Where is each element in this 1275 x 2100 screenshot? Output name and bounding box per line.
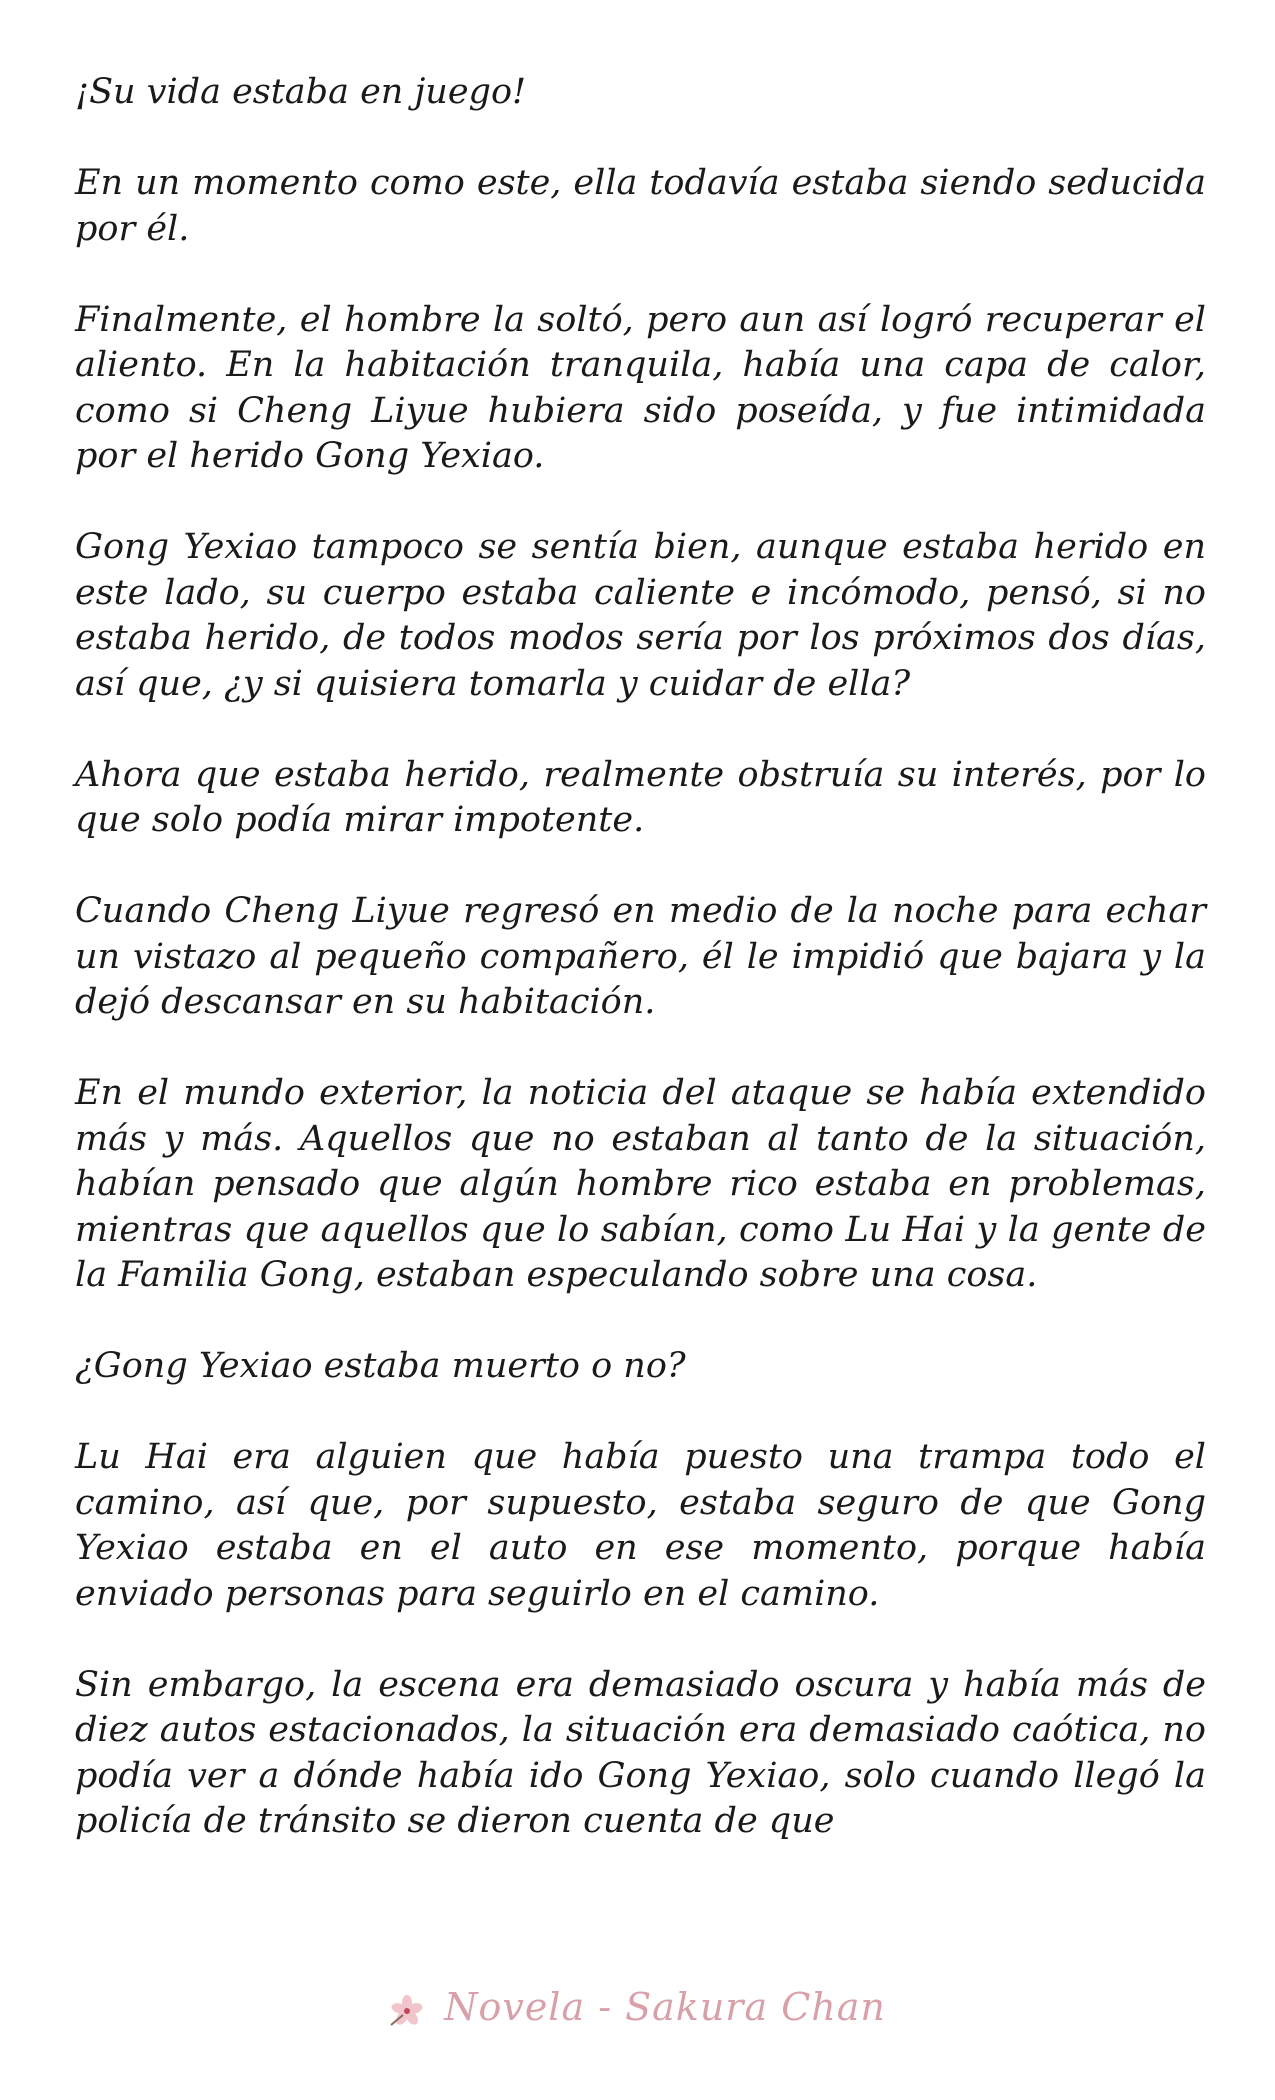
paragraph-3: Finalmente, el hombre la soltó, pero aun así logró recuperar el aliento. En la habitación tranquila, había una capa de calor, como si Cheng Liyue hubiera sido poseída, y fue intimidada por el herido Gong Yexiao.: [75, 299, 1206, 476]
paragraph-8: ¿Gong Yexiao estaba muerto o no?: [75, 1346, 686, 1386]
paragraph-5: Ahora que estaba herido, realmente obstruía su interés, por lo que solo podía mirar impotente.: [75, 754, 1206, 840]
paragraph-10: Sin embargo, la escena era demasiado oscura y había más de diez autos estacionados, la situación era demasiado caótica, no podía ver a dónde había ido Gong Yexiao, solo cuando llegó la policía de tránsito se dieron cuenta de que: [75, 1664, 1206, 1841]
paragraph-1: ¡Su vida estaba en juego!: [75, 72, 527, 112]
paragraph-2: En un momento como este, ella todavía estaba siendo seducida por él.: [75, 163, 1206, 249]
paragraph-9: Lu Hai era alguien que había puesto una trampa todo el camino, así que, por supuesto, estaba seguro de que Gong Yexiao estaba en el auto en ese momento, porque había enviado personas para seguirlo en el camino.: [75, 1437, 1206, 1614]
paragraph-4: Gong Yexiao tampoco se sentía bien, aunque estaba herido en este lado, su cuerpo estaba caliente e incómodo, pensó, si no estaba herido, de todos modos sería por los próximos dos días, así que, ¿y si quisiera tomarla y cuidar de ella?: [75, 527, 1206, 704]
watermark-text: Novela - Sakura Chan: [444, 1985, 886, 2029]
paragraph-7: En el mundo exterior, la noticia del ataque se había extendido más y más. Aquellos que no estaban al tanto de la situación, habían pensado que algún hombre rico estaba en problemas, mientras que aquellos que lo sabían, como Lu Hai y la gente de la Familia Gong, estaban especulando sobre una cosa.: [75, 1073, 1206, 1295]
watermark: [0, 1985, 1275, 2029]
paragraph-6: Cuando Cheng Liyue regresó en medio de la noche para echar un vistazo al pequeño compañero, él le impidió que bajara y la dejó descansar en su habitación.: [75, 891, 1206, 1022]
text-column: [75, 70, 1206, 1845]
cherry-blossom-icon: [389, 1993, 425, 2029]
